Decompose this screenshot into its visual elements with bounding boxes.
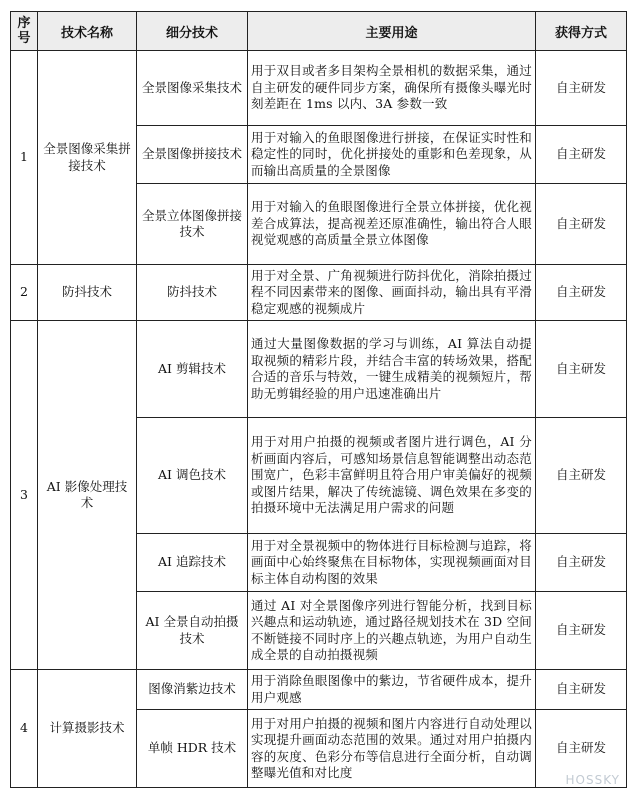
main-use: 用于对输入的鱼眼图像进行拼接，在保证实时性和稳定性的同时，优化拼接处的重影和色差现象，从而输出高质量的全景图像	[248, 126, 536, 184]
table-row	[11, 321, 627, 418]
sub-tech: AI 剪辑技术	[137, 321, 248, 418]
table-row	[11, 51, 627, 126]
sub-tech: 防抖技术	[137, 265, 248, 321]
sub-tech: 全景图像拼接技术	[137, 126, 248, 184]
tech-name: 计算摄影技术	[38, 670, 137, 788]
main-use: 用于对输入的鱼眼图像进行全景立体拼接，优化视差合成算法，提高视差还原准确性，输出符合人眼视觉观感的高质量全景立体图像	[248, 184, 536, 265]
acquisition-method: 自主研发	[536, 184, 627, 265]
acquisition-method: 自主研发	[536, 592, 627, 670]
group-no: 2	[11, 265, 38, 321]
tech-name: 全景图像采集拼接技术	[38, 51, 137, 265]
main-use: 用于双目或者多目架构全景相机的数据采集，通过自主研发的硬件同步方案，确保所有摄像头曝光时刻差距在 1ms 以内、3A 参数一致	[248, 51, 536, 126]
header-seq: 序号	[11, 12, 38, 51]
main-use: 用于对全景、广角视频进行防抖优化，消除拍摄过程不同因素带来的图像、画面抖动，输出具有平滑稳定观感的视频成片	[248, 265, 536, 321]
acquisition-method: 自主研发	[536, 265, 627, 321]
acquisition-method: 自主研发	[536, 418, 627, 534]
header-row	[11, 12, 627, 51]
acquisition-method: 自主研发	[536, 670, 627, 710]
group-no: 4	[11, 670, 38, 788]
acquisition-method: 自主研发	[536, 321, 627, 418]
main-use: 用于对用户拍摄的视频或者图片进行调色，AI 分析画面内容后，可感知场景信息智能调整出动态范围宽广，色彩丰富鲜明且符合用户审美偏好的视频或图片结果，解决了传统滤镜、调色效果在多变的拍摄环境中无法满足用户需求的问题	[248, 418, 536, 534]
sub-tech: 全景立体图像拼接技术	[137, 184, 248, 265]
group-no: 3	[11, 321, 38, 670]
main-use: 用于对全景视频中的物体进行目标检测与追踪，将画面中心始终聚焦在目标物体，实现视频画面对目标主体自动构图的效果	[248, 534, 536, 592]
technology-table	[10, 11, 627, 788]
sub-tech: 全景图像采集技术	[137, 51, 248, 126]
header-tech-name: 技术名称	[38, 12, 137, 51]
tech-name: 防抖技术	[38, 265, 137, 321]
header-method: 获得方式	[536, 12, 627, 51]
acquisition-method: 自主研发	[536, 51, 627, 126]
sub-tech: AI 调色技术	[137, 418, 248, 534]
header-sub-tech: 细分技术	[137, 12, 248, 51]
table-row	[11, 670, 627, 710]
watermark-logo: HOSSKY	[565, 773, 620, 787]
acquisition-method: 自主研发	[536, 710, 627, 788]
group-no: 1	[11, 51, 38, 265]
tech-name: AI 影像处理技术	[38, 321, 137, 670]
sub-tech: AI 追踪技术	[137, 534, 248, 592]
main-use: 用于对用户拍摄的视频和图片内容进行自动处理以实现提升画面动态范围的效果。通过对用户拍摄内容的灰度、色彩分布等信息进行全面分析，自动调整曝光值和对比度	[248, 710, 536, 788]
main-use: 通过大量图像数据的学习与训练，AI 算法自动提取视频的精彩片段，并结合丰富的转场效果，搭配合适的音乐与特效，一键生成精美的视频短片，帮助无剪辑经验的用户迅速准确出片	[248, 321, 536, 418]
acquisition-method: 自主研发	[536, 534, 627, 592]
sub-tech: AI 全景自动拍摄技术	[137, 592, 248, 670]
sub-tech: 单帧 HDR 技术	[137, 710, 248, 788]
sub-tech: 图像消紫边技术	[137, 670, 248, 710]
main-use: 用于消除鱼眼图像中的紫边，节省硬件成本，提升用户观感	[248, 670, 536, 710]
header-main-use: 主要用途	[248, 12, 536, 51]
main-use: 通过 AI 对全景图像序列进行智能分析，找到目标兴趣点和运动轨迹，通过路径规划技术在 3D 空间不断链接不同时序上的兴趣点轨迹，为用户自动生成全景的自动拍摄视频	[248, 592, 536, 670]
table-row	[11, 265, 627, 321]
acquisition-method: 自主研发	[536, 126, 627, 184]
